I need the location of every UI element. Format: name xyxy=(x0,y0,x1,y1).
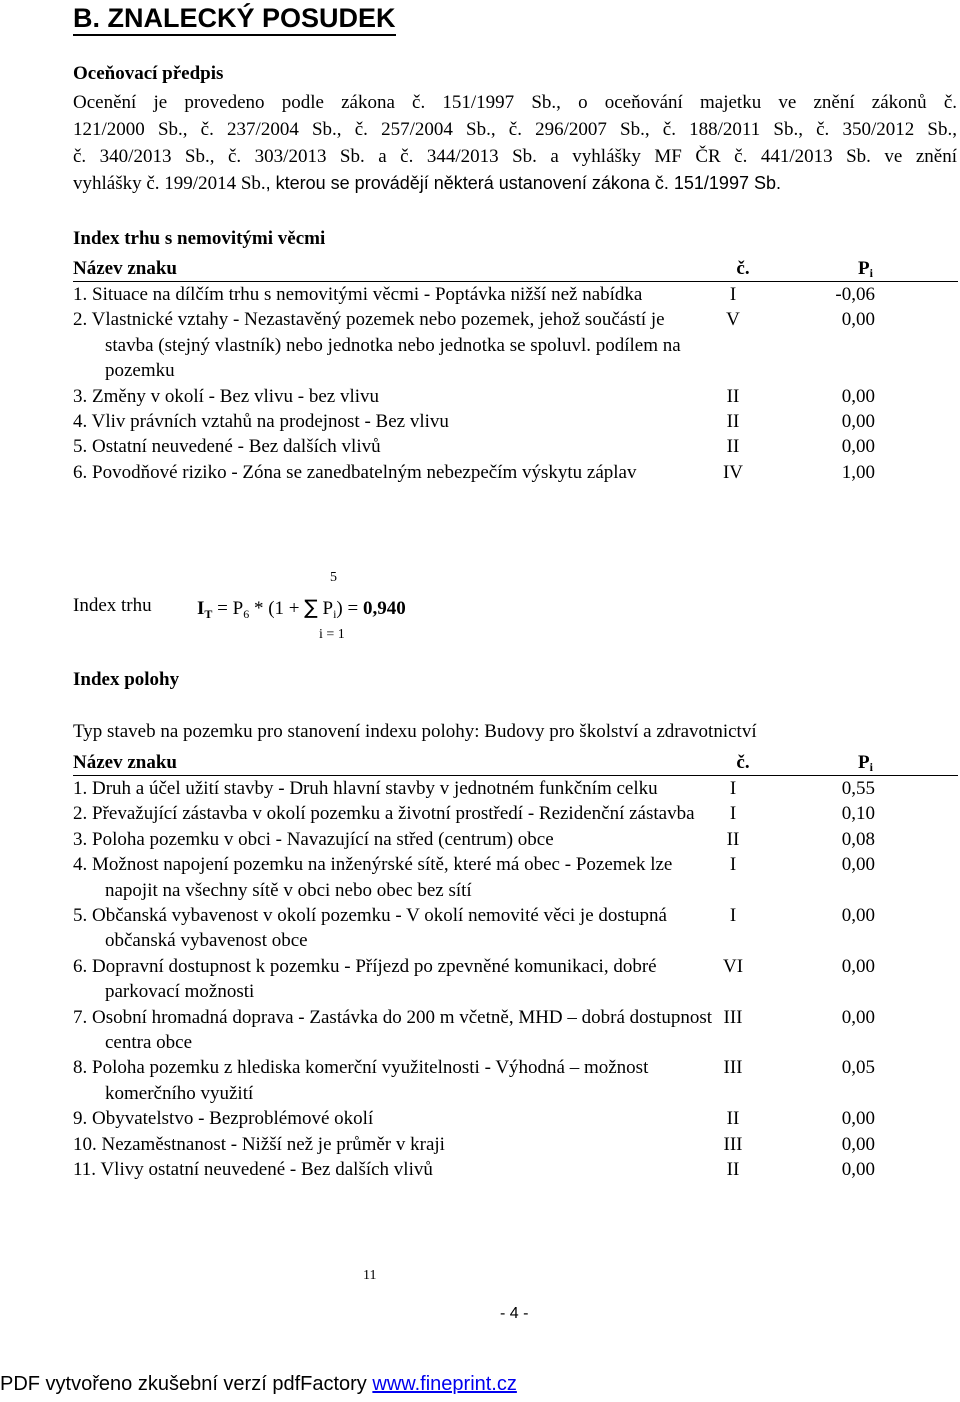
page-number: - 4 - xyxy=(500,1305,529,1322)
formula-label: Index trhu xyxy=(73,595,152,616)
table-row: 5. Ostatní neuvedené - Bez dalších vlivů II 0,00 xyxy=(73,436,875,458)
table-row: 2. Převažující zástavba v okolí pozemku a životní prostředí - Rezidenční zástavba I 0,10 xyxy=(73,803,875,825)
index-polohy-table xyxy=(73,750,958,1183)
index-trhu-table-header xyxy=(73,256,958,282)
footer-link[interactable]: www.fineprint.cz xyxy=(372,1373,517,1395)
ocenovaci-line-4a: vyhlášky č. 199/2014 Sb. xyxy=(73,173,266,194)
index-polohy-rows xyxy=(73,776,958,1183)
table-row: 3. Změny v okolí - Bez vlivu - bez vlivu II 0,00 xyxy=(73,385,875,407)
table-row: 6. Povodňové riziko - Zóna se zanedbatelným nebezpečím výskytu záplav IV 1,00 xyxy=(73,461,875,483)
sum-upper-limit: 5 xyxy=(330,570,337,585)
table-row: 10. Nezaměstnanost - Nižší než je průměr v kraji III 0,00 xyxy=(73,1133,875,1155)
col-header-name: Název znaku xyxy=(73,258,177,279)
index-trhu-formula xyxy=(73,560,573,650)
ocenovaci-line-2: 121/2000 Sb., č. 237/2004 Sb., č. 257/2004 Sb., č. 296/2007 Sb., č. 188/2011 Sb., č. 350/2012 Sb., xyxy=(73,119,957,140)
heading-ocenovaci-predpis: Oceňovací předpis xyxy=(73,63,224,84)
index-polohy-intro: Typ staveb na pozemku pro stanovení indexu polohy: Budovy pro školství a zdravotnictví xyxy=(73,721,757,742)
formula-expression: $I_T = P_6 * (1$ + ∑ $P_i) = 0,940$ xyxy=(197,595,406,621)
table-row: 4. Vliv právních vztahů na prodejnost - Bez vlivu II 0,00 xyxy=(73,411,875,433)
table-row: 8. Poloha pozemku z hlediska komerční využitelnosti - Výhodná – možnost komerčního využití III 0,05 xyxy=(73,1057,875,1104)
sum-upper-limit-polohy: 11 xyxy=(363,1268,377,1283)
table-row: 1. Situace na dílčím trhu s nemovitými věcmi - Poptávka nižší než nabídka I -0,06 xyxy=(73,284,875,305)
index-trhu-rows xyxy=(73,282,958,485)
sum-lower-limit: i = 1 xyxy=(319,627,345,642)
index-trhu-table xyxy=(73,256,958,485)
ocenovaci-line-1: Ocenění je provedeno podle zákona č. 151/1997 Sb., o oceňování majetku ve znění zákonů č. xyxy=(73,92,957,113)
table-row: 2. Vlastnické vztahy - Nezastavěný pozemek nebo pozemek, jehož součástí je stavba (stejný vlastník) nebo jednotka nebo jednotka se spoluvl. podílem na pozemku V 0,00 xyxy=(73,309,875,382)
ocenovaci-paragraph xyxy=(73,89,957,197)
col-header-no: č. xyxy=(736,752,750,773)
sigma-symbol: ∑ xyxy=(304,595,318,619)
document-title: B. ZNALECKÝ POSUDEK xyxy=(73,2,396,36)
col-header-pi: $P_i$ xyxy=(858,258,873,280)
table-row: 9. Obyvatelstvo - Bezproblémové okolí II 0,00 xyxy=(73,1108,875,1130)
col-header-name: Název znaku xyxy=(73,752,177,773)
ocenovaci-line-3: č. 340/2013 Sb., č. 303/2013 Sb. a č. 344/2013 Sb. a vyhlášky MF ČR č. 441/2013 Sb. ve znění xyxy=(73,146,957,167)
col-header-no: č. xyxy=(736,258,750,279)
table-row: 4. Možnost napojení pozemku na inženýrské sítě, které má obec - Pozemek lze napojit na všechny sítě v obci nebo obec bez sítí I 0,00 xyxy=(73,854,875,901)
table-row: 5. Občanská vybavenost v okolí pozemku - V okolí nemovité věci je dostupná občanská vybavenost obce I 0,00 xyxy=(73,905,875,952)
footer-text: PDF vytvořeno zkušební verzí pdfFactory xyxy=(0,1373,373,1395)
table-row: 6. Dopravní dostupnost k pozemku - Příjezd po zpevněné komunikaci, dobré parkovací možnosti VI 0,00 xyxy=(73,955,875,1003)
ocenovaci-line-4 xyxy=(73,170,957,197)
formula-result: 0,940 xyxy=(362,598,406,619)
table-row: 3. Poloha pozemku v obci - Navazující na střed (centrum) obce II 0,08 xyxy=(73,828,875,850)
table-row: 7. Osobní hromadná doprava - Zastávka do 200 m včetně, MHD – dobrá dostupnost centra obce III 0,00 xyxy=(73,1006,875,1054)
heading-index-trhu: Index trhu s nemovitými věcmi xyxy=(73,228,326,249)
col-header-pi: $P_i$ xyxy=(858,752,873,774)
index-polohy-table-header xyxy=(73,750,958,776)
pdf-footer xyxy=(0,1373,517,1396)
ocenovaci-line-4b: , kterou se provádějí některá ustanovení zákona č. 151/1997 Sb. xyxy=(265,173,781,193)
table-row: 11. Vlivy ostatní neuvedené - Bez dalších vlivů II 0,00 xyxy=(73,1159,875,1181)
heading-index-polohy: Index polohy xyxy=(73,669,180,690)
table-row: 1. Druh a účel užití stavby - Druh hlavní stavby v jednotném funkčním celku I 0,55 xyxy=(73,778,875,799)
